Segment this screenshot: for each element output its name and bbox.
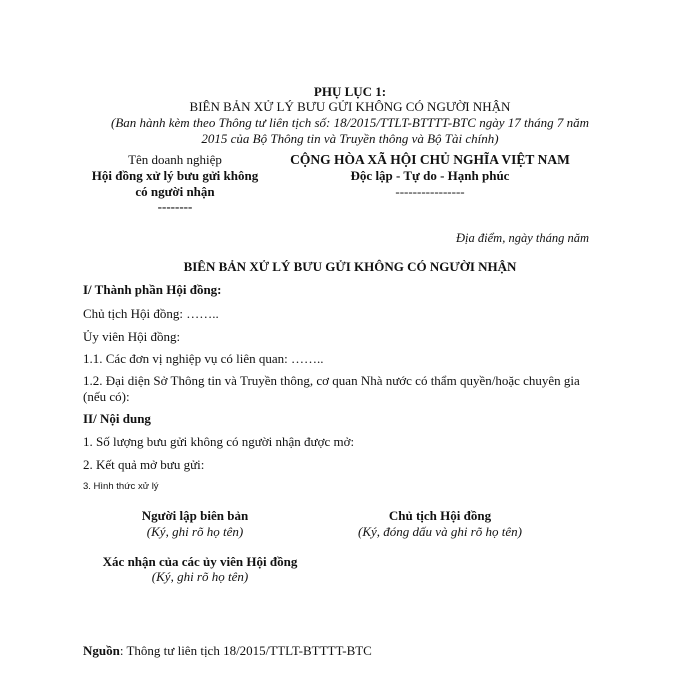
source-text: : Thông tư liên tịch 18/2015/TTLT-BTTTT-BTC (119, 643, 372, 658)
section2-item2: 2. Kết quả mở bưu gửi: (83, 457, 205, 472)
members-line: Ủy viên Hội đồng: (83, 329, 181, 344)
left-header-rule: -------- (157, 199, 193, 214)
item-1-2-line1: 1.2. Đại diện Sở Thông tin và Truyền thông, cơ quan Nhà nước có thẩm quyền/hoặc chuyên gia (83, 373, 580, 388)
section2-item1: 1. Số lượng bưu gửi không có người nhận được mở: (83, 434, 355, 449)
document-title: BIÊN BẢN XỬ LÝ BƯU GỬI KHÔNG CÓ NGƯỜI NHẬN (183, 259, 517, 274)
item-1-1: 1.1. Các đơn vị nghiệp vụ có liên quan: …….. (83, 351, 324, 366)
preparer-title: Người lập biên bản (141, 508, 249, 523)
chair-signature-title: Chủ tịch Hội đồng (388, 508, 492, 523)
section1-heading: I/ Thành phần Hội đồng: (83, 282, 222, 297)
members-confirm-note: (Ký, ghi rõ họ tên) (151, 569, 249, 584)
item-1-2-line2: (nếu có): (83, 389, 130, 404)
section2-heading: II/ Nội dung (83, 411, 151, 426)
appendix-issued-line2: 2015 của Bộ Thông tin và Truyền thông và Bộ Tài chính) (201, 131, 499, 146)
chair-signature-note: (Ký, đóng dấu và ghi rõ họ tên) (358, 524, 522, 539)
appendix-title: BIÊN BẢN XỬ LÝ BƯU GỬI KHÔNG CÓ NGƯỜI NHẬN (189, 99, 511, 114)
source-line (83, 643, 372, 659)
appendix-issued-line1: (Ban hành kèm theo Thông tư liên tịch số: 18/2015/TTLT-BTTTT-BTC ngày 17 tháng 7 năm (111, 115, 589, 130)
source-label: Nguồn (83, 643, 120, 658)
members-confirm-title: Xác nhận của các ủy viên Hội đồng (102, 554, 298, 569)
place-date: Địa điểm, ngày tháng năm (456, 231, 589, 245)
right-header-rule: ---------------- (395, 184, 465, 199)
chair-line: Chủ tịch Hội đồng: …….. (83, 306, 219, 321)
country-name: CỘNG HÒA XÃ HỘI CHỦ NGHĨA VIỆT NAM (290, 152, 570, 167)
section2-item3: 3. Hình thức xử lý (83, 481, 159, 492)
preparer-note: (Ký, ghi rõ họ tên) (146, 524, 244, 539)
national-motto: Độc lập - Tự do - Hạnh phúc (350, 168, 510, 183)
company-name: Tên doanh nghiệp (128, 152, 222, 167)
appendix-label: PHỤ LỤC 1: (313, 84, 387, 99)
council-name-line2: có người nhận (135, 184, 215, 199)
council-name-line1: Hội đồng xử lý bưu gửi không (91, 168, 259, 183)
